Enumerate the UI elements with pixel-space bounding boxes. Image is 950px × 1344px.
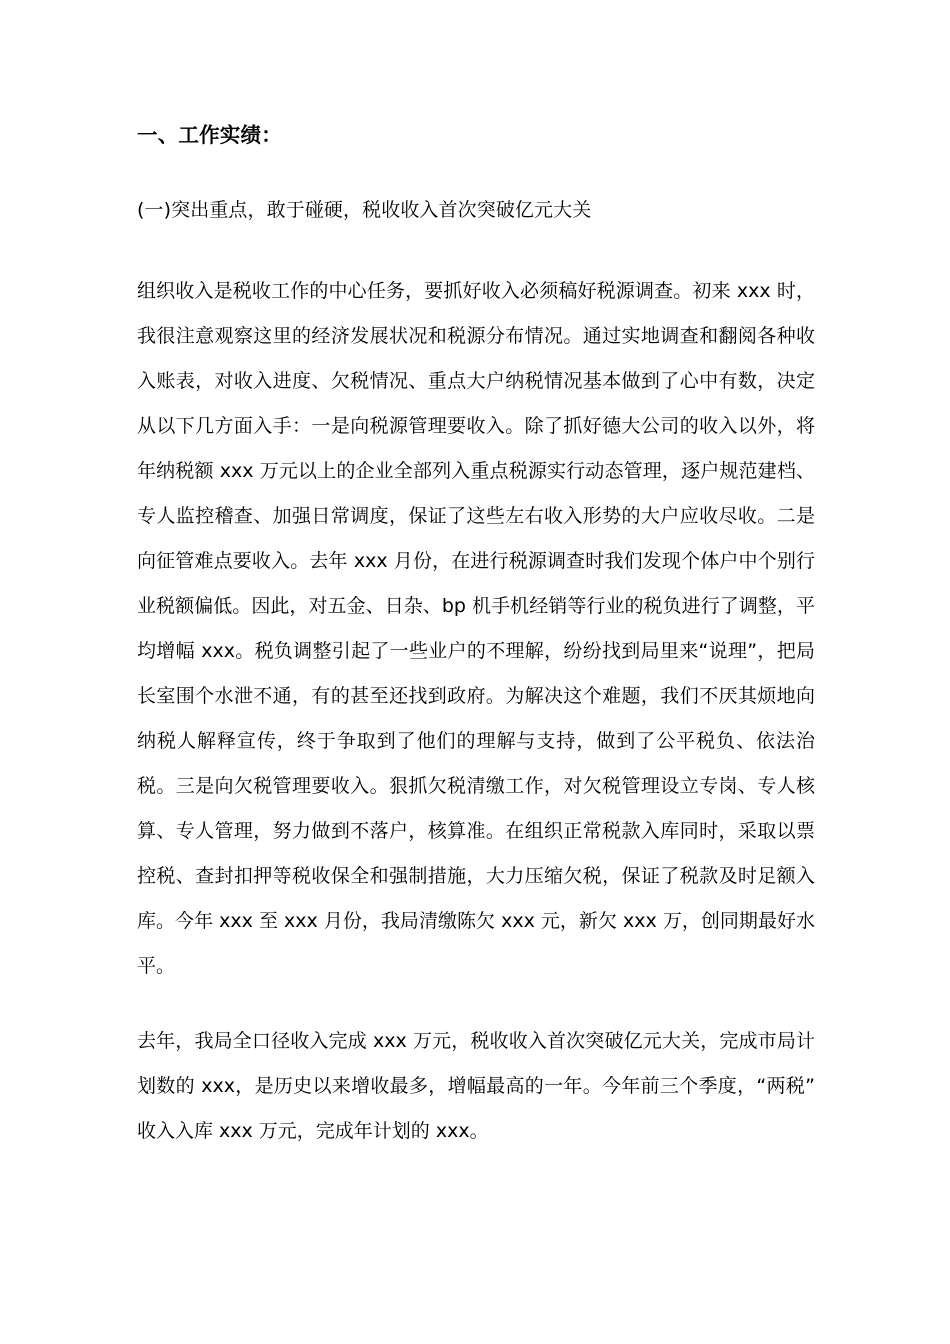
body-paragraph: 去年，我局全口径收入完成 xxx 万元，税收收入首次突破亿元大关，完成市局计划数的 xxx，是历史以来增收最多，增幅最高的一年。今年前三个季度，“两税”收入入库 xxx 万元，完成年计划的 xxx。 — [137, 1030, 815, 1142]
body-paragraph: 组织收入是税收工作的中心任务，要抓好收入必须稿好税源调查。初来 xxx 时，我很注意观察这里的经济发展状况和税源分布情况。通过实地调查和翻阅各种收入账表，对收入进度、欠税情况、重点大户纳税情况基本做到了心中有数，决定从以下几方面入手：一是向税源管理要收入。除了抓好德大公司的收入以外，将年纳税额 xxx 万元以上的企业全部列入重点税源实行动态管理，逐户规范建档、专人监控稽查、加强日常调度，保证了这些左右收入形势的大户应收尽收。二是向征管难点要收入。去年 xxx 月份，在进行税源调查时我们发现个体户中个别行业税额偏低。因此，对五金、日杂、bp 机手机经销等行业的税负进行了调整，平均增幅 xxx。税负调整引起了一些业户的不理解，纷纷找到局里来“说理”，把局长室围个水泄不通，有的甚至还找到政府。为解决这个难题，我们不厌其烦地向纳税人解释宣传，终于争取到了他们的理解与支持，做到了公平税负、依法治税。三是向欠税管理要收入。狠抓欠税清缴工作，对欠税管理设立专岗、专人核算、专人管理，努力做到不落户，核算准。在组织正常税款入库同时，采取以票控税、查封扣押等税收保全和强制措施，大力压缩欠税，保证了税款及时足额入库。今年 xxx 至 xxx 月份，我局清缴陈欠 xxx 元，新欠 xxx 万，创同期最好水平。 — [137, 280, 815, 977]
section-heading: 一、工作实绩： — [137, 123, 282, 147]
sub-heading: (一)突出重点，敢于碰硬，税收收入首次突破亿元大关 — [137, 199, 592, 221]
document-content — [137, 118, 815, 1154]
